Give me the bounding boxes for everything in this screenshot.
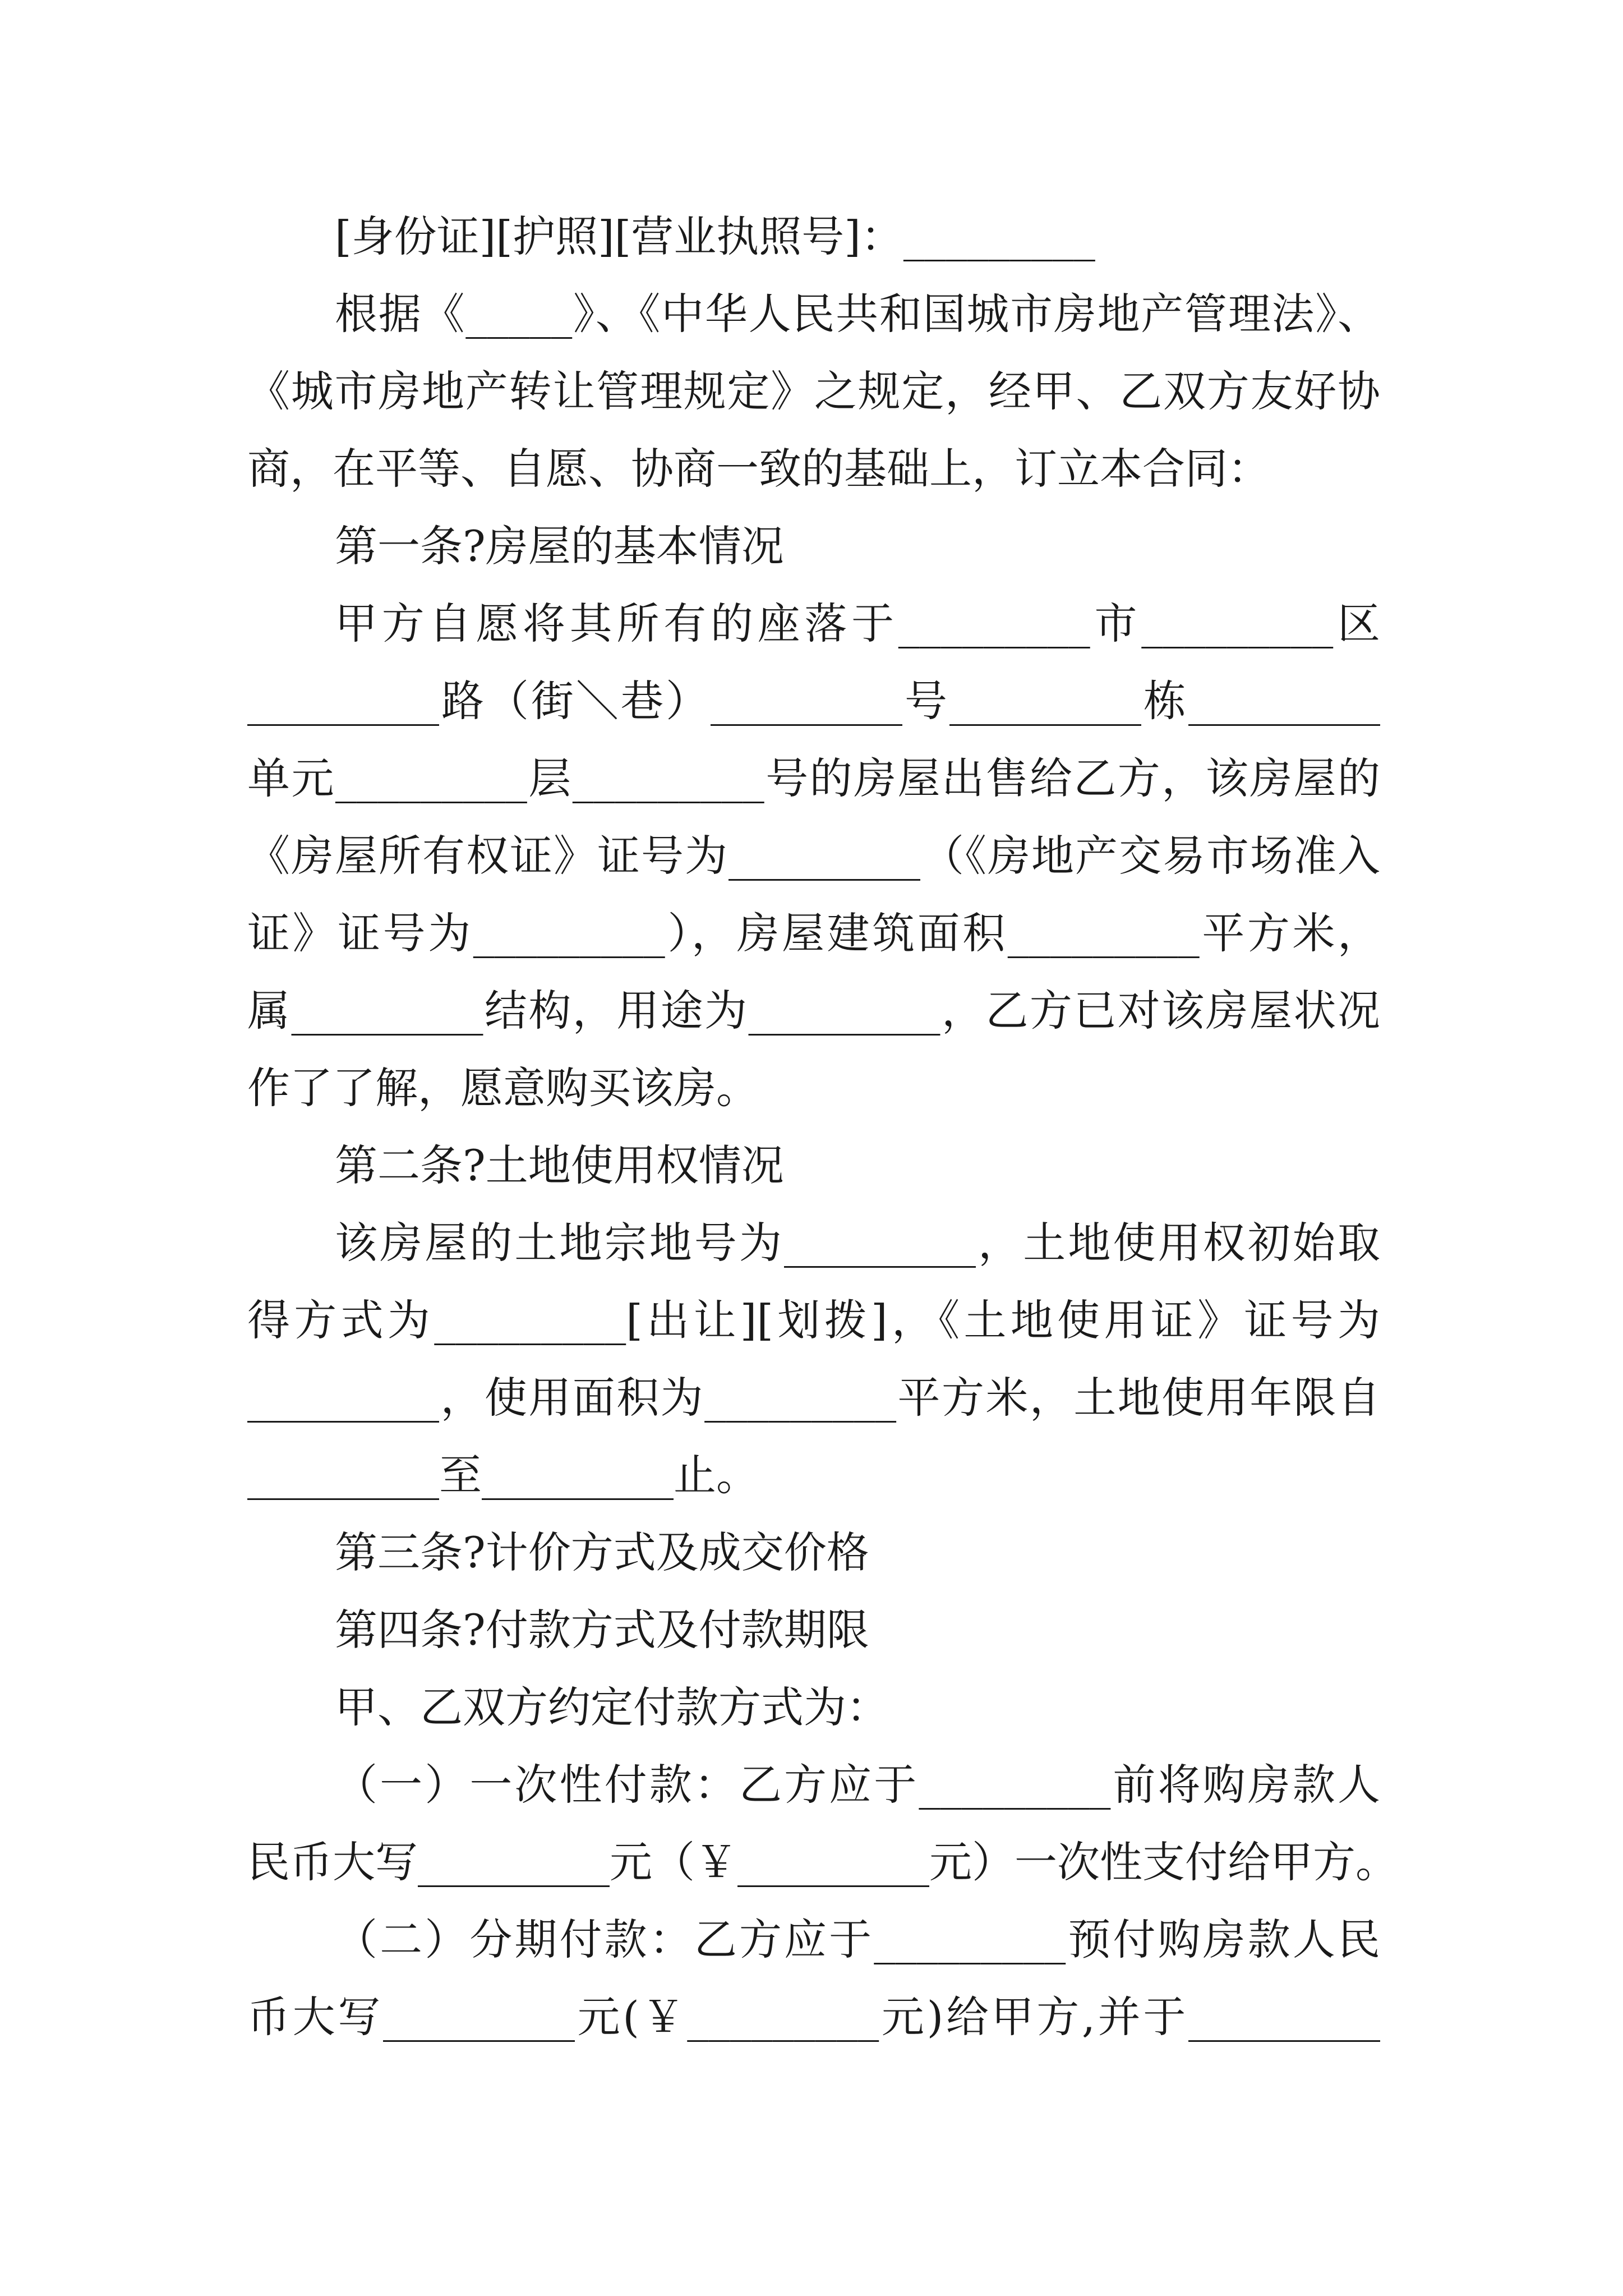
legal-basis-line-1: 根据《_____》、《中华人民共和国城市房地产管理法》、: [335, 289, 1380, 339]
land-line-3: _________，使用面积为_________平方米，土地使用年限自: [247, 1373, 1380, 1423]
property-line-6: 属_________结构，用途为_________，乙方已对该房屋状况: [247, 986, 1380, 1036]
property-line-2: _________路（街＼巷）_________号_________栋_________: [247, 676, 1380, 726]
payment-intro-line: 甲、乙双方约定付款方式为：: [335, 1682, 889, 1732]
legal-basis-line-3: 商，在平等、自愿、协商一致的基础上，订立本合同：: [247, 444, 1270, 494]
id-number-line: [身份证][护照][营业执照号]：_________: [335, 211, 1095, 261]
legal-basis-line-2: 《城市房地产转让管理规定》之规定，经甲、乙双方友好协: [247, 366, 1380, 416]
installment-line-1: （二）分期付款：乙方应于_________预付购房款人民: [335, 1915, 1380, 1964]
article-4-heading: 第四条?付款方式及付款期限: [335, 1605, 869, 1655]
article-2-heading: 第二条?土地使用权情况: [335, 1140, 784, 1190]
article-3-heading: 第三条?计价方式及成交价格: [335, 1527, 869, 1577]
land-line-1: 该房屋的土地宗地号为_________，土地使用权初始取: [335, 1218, 1380, 1268]
property-line-4: 《房屋所有权证》证号为_________（《房地产交易市场准入: [247, 831, 1380, 881]
property-line-5: 证》证号为_________），房屋建筑面积_________平方米，: [247, 908, 1380, 958]
land-line-4: _________至_________止。: [247, 1450, 759, 1500]
article-1-heading: 第一条?房屋的基本情况: [335, 521, 784, 571]
lump-sum-line-2: 民币大写_________元（￥_________元）一次性支付给甲方。: [247, 1837, 1398, 1887]
installment-line-2: 币大写_________元(￥_________元)给甲方,并于_________: [247, 1992, 1380, 2042]
lump-sum-line-1: （一）一次性付款：乙方应于_________前将购房款人: [335, 1760, 1380, 1810]
property-line-3: 单元_________层_________号的房屋出售给乙方，该房屋的: [247, 753, 1380, 803]
property-line-7: 作了了解，愿意购买该房。: [247, 1063, 759, 1113]
property-line-1: 甲方自愿将其所有的座落于_________市_________区: [335, 599, 1380, 648]
land-line-2: 得方式为_________[出让][划拨]，《土地使用证》证号为: [247, 1295, 1380, 1345]
